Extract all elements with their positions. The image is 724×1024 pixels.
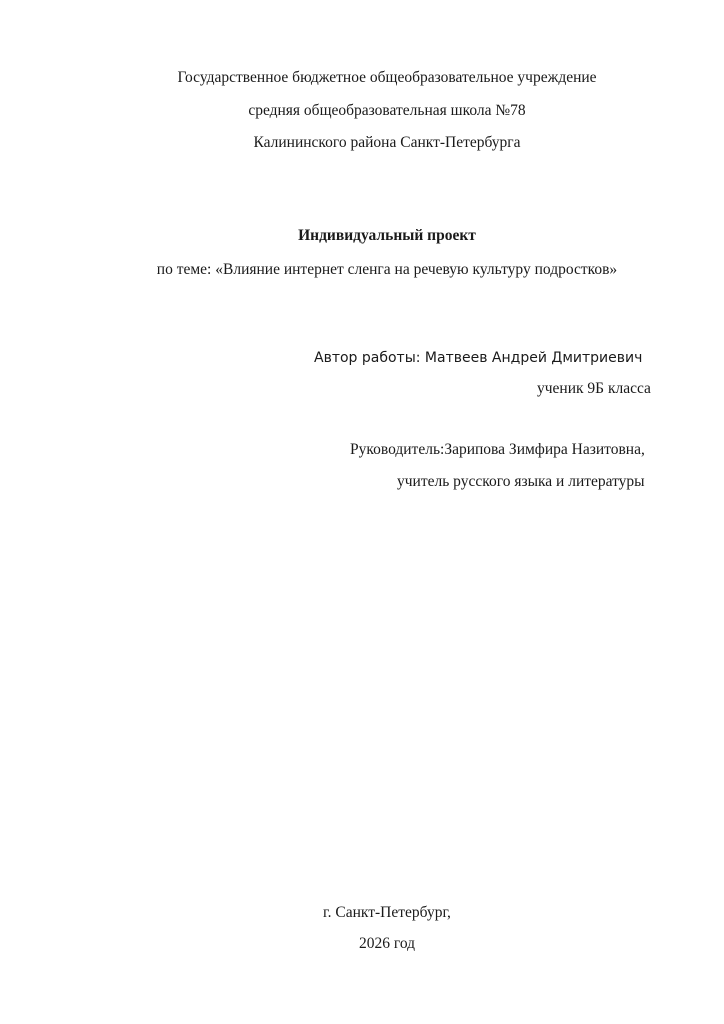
author-grade: ученик 9Б класса: [537, 380, 651, 397]
supervisor-label: Руководитель:Зарипова Зимфира Назитовна,: [350, 441, 645, 458]
institution-line-1: Государственное бюджетное общеобразовательное учреждение: [177, 69, 597, 86]
institution-line-2: средняя общеобразовательная школа №78: [248, 102, 526, 119]
footer-year: 2026 год: [358, 935, 416, 952]
project-subtitle: по теме: «Влияние интернет сленга на речевую культуру подростков»: [156, 261, 618, 278]
institution-line-3: Калининского района Санкт-Петербурга: [253, 134, 521, 151]
supervisor-position: учитель русского языка и литературы: [397, 473, 645, 490]
footer-city: г. Санкт-Петербург,: [323, 904, 451, 921]
project-title: Индивидуальный проект: [298, 227, 476, 244]
author-label: Автор работы: Матвеев Андрей Дмитриевич: [314, 350, 643, 366]
